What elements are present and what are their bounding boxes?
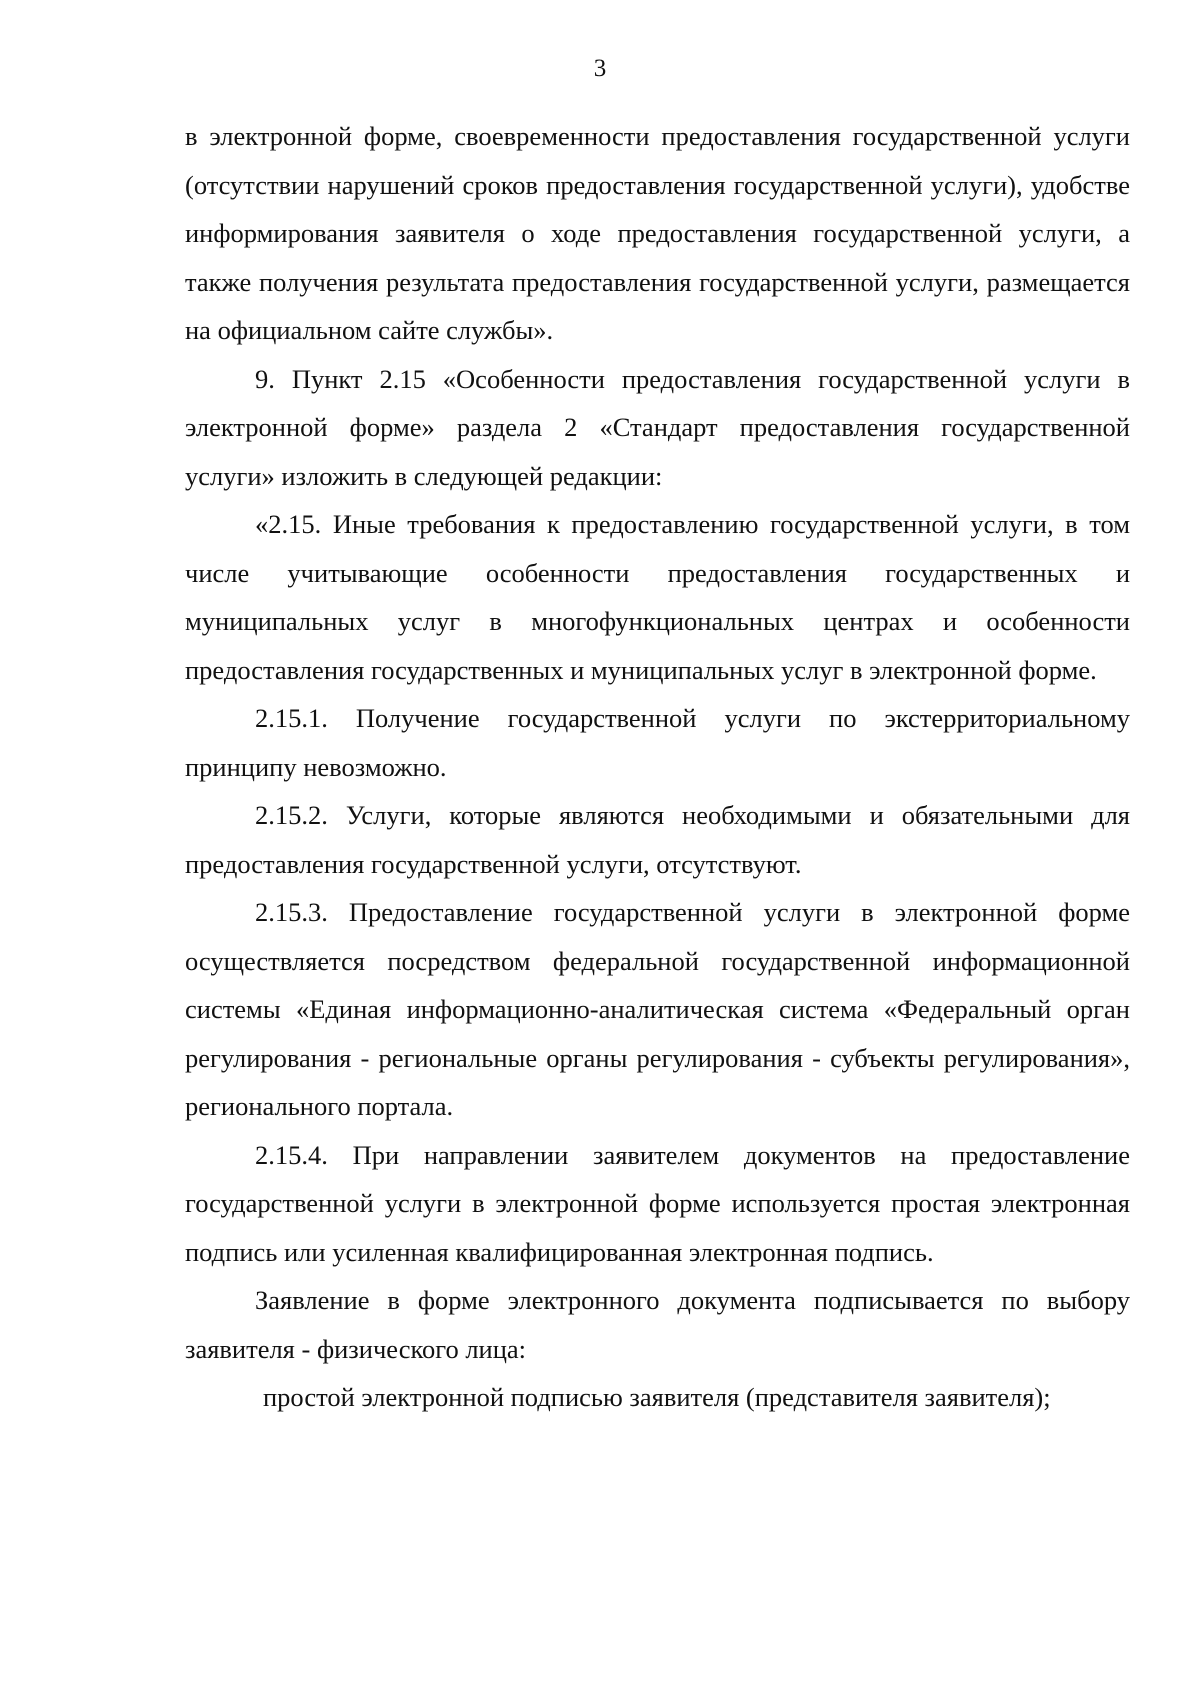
- paragraph-item-9: 9. Пункт 2.15 «Особенности предоставления государственной услуги в электронной форме» раздела 2 «Стандарт предоставления государственной услуги» изложить в следующей редакции:: [185, 363, 1130, 491]
- paragraph-2-15: «2.15. Иные требования к предоставлению государственной услуги, в том числе учитывающие особенности предоставления государственных и муниципальных услуг в многофункциональных центрах и особенности предоставления государственных и муниципальных услуг в электронной форме.: [185, 509, 1130, 685]
- document-body: [185, 112, 1130, 1422]
- paragraph-simple-signature: простой электронной подписью заявителя (представителя заявителя);: [263, 1382, 1051, 1412]
- paragraph-2-15-4: 2.15.4. При направлении заявителем документов на предоставление государственной услуги в электронной форме используется простая электронная подпись или усиленная квалифицированная электронная подпись.: [185, 1139, 1130, 1267]
- paragraph-signature-choice: Заявление в форме электронного документа подписывается по выбору заявителя - физического лица:: [185, 1285, 1130, 1364]
- paragraph-2-15-2: 2.15.2. Услуги, которые являются необходимыми и обязательными для предоставления государственной услуги, отсутствуют.: [185, 800, 1130, 879]
- paragraph-continuation: в электронной форме, своевременности предоставления государственной услуги (отсутствии нарушений сроков предоставления государственной услуги), удобстве информирования заявителя о ходе предоставления государственной услуги, а также получения результата предоставления государственной услуги, размещается на официальном сайте службы».: [185, 121, 1130, 345]
- paragraph-2-15-3: 2.15.3. Предоставление государственной услуги в электронной форме осуществляется посредством федеральной государственной информационной системы «Единая информационно-аналитическая система «Федеральный орган регулирования - региональные органы регулирования - субъекты регулирования», регионального портала.: [185, 897, 1130, 1121]
- page-number: 3: [593, 55, 607, 82]
- paragraph-2-15-1: 2.15.1. Получение государственной услуги по экстерриториальному принципу невозможно.: [185, 703, 1130, 782]
